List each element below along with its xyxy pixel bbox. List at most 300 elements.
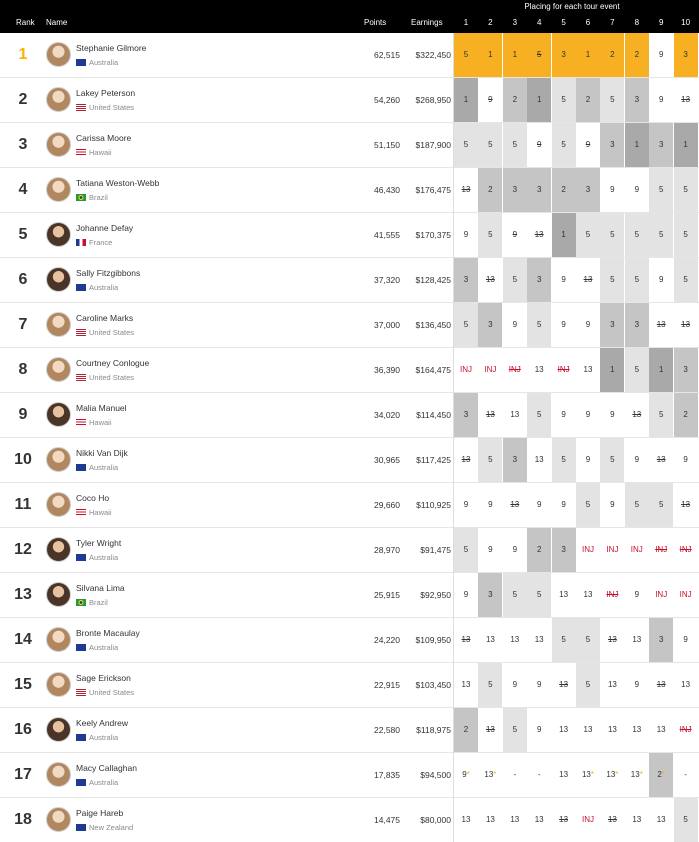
result-value: 5	[512, 590, 518, 599]
table-row[interactable]	[0, 348, 699, 393]
result-cell-event-10	[674, 258, 698, 302]
result-value: 5	[683, 815, 688, 824]
earnings-value: $109,950	[415, 635, 451, 645]
result-value: 9	[536, 725, 542, 734]
result-value: 13	[534, 635, 544, 644]
surfer-name[interactable]: Keely Andrew	[76, 718, 128, 728]
earnings-value: $176,475	[415, 185, 451, 195]
result-value: INJ	[606, 545, 619, 554]
table-row[interactable]	[0, 528, 699, 573]
result-value: 9	[536, 140, 542, 149]
result-cell-event-6	[576, 393, 600, 437]
table-row[interactable]	[0, 303, 699, 348]
result-cell-event-6	[576, 258, 600, 302]
result-cell-event-5	[552, 123, 576, 167]
result-cell-event-7	[600, 528, 624, 572]
avatar	[46, 267, 71, 292]
result-cell-event-6	[576, 348, 600, 392]
earnings-value: $110,925	[416, 500, 451, 510]
result-value: 5	[683, 185, 688, 194]
result-cell-event-8	[625, 168, 649, 212]
result-cell-event-2	[478, 708, 502, 752]
result-cell-event-7	[600, 348, 624, 392]
result-value: 13	[656, 455, 666, 464]
points-value: 22,915	[374, 680, 400, 690]
wildcard-star-icon: *	[615, 770, 619, 779]
result-cell-event-4	[527, 78, 551, 122]
result-cell-event-9	[649, 33, 673, 77]
result-value: 9	[585, 410, 591, 419]
result-value: 3	[610, 140, 615, 149]
result-cell-event-1	[454, 528, 478, 572]
result-cell-event-1	[454, 618, 478, 662]
result-cell-event-8	[625, 753, 649, 797]
country-name: Hawaii	[89, 508, 112, 517]
result-value: 5	[610, 230, 615, 239]
result-cell-event-7	[600, 663, 624, 707]
usa-flag-icon	[76, 104, 86, 111]
result-value: 3	[561, 50, 566, 59]
table-row[interactable]	[0, 168, 699, 213]
result-cell-event-1	[454, 348, 478, 392]
result-cell-event-3	[503, 708, 527, 752]
result-value: 5	[488, 680, 493, 689]
result-value: 13	[581, 770, 591, 779]
result-cell-event-9	[649, 438, 673, 482]
result-cell-event-3	[503, 123, 527, 167]
result-cell-event-1	[454, 438, 478, 482]
rank-number: 14	[14, 631, 32, 648]
result-value: 13	[559, 590, 569, 599]
table-row[interactable]	[0, 33, 699, 78]
hawaii-flag-icon	[76, 149, 86, 156]
result-value: 13	[510, 410, 520, 419]
surfer-name[interactable]: Nikki Van Dijk	[76, 448, 128, 458]
avatar	[46, 537, 71, 562]
result-cell-event-2	[478, 753, 502, 797]
points-value: 36,390	[374, 365, 400, 375]
surfer-name[interactable]: Tyler Wright	[76, 538, 122, 548]
result-cell-event-5	[552, 393, 576, 437]
result-value: 13	[607, 815, 617, 824]
result-value: 13	[656, 680, 666, 689]
earnings-value: $80,000	[420, 815, 451, 825]
surfer-name[interactable]: Carissa Moore	[76, 133, 132, 143]
result-value: 5	[536, 410, 542, 419]
result-cell-event-10	[674, 303, 698, 347]
result-cell-event-1	[454, 258, 478, 302]
result-value: 5	[610, 95, 615, 104]
points-value: 37,000	[374, 320, 400, 330]
country-name: Australia	[89, 553, 119, 562]
rank-number: 7	[18, 316, 28, 333]
result-cell-event-10	[674, 663, 698, 707]
result-cell-event-5	[552, 573, 576, 617]
surfer-name[interactable]: Tatiana Weston-Webb	[76, 178, 160, 188]
table-row[interactable]	[0, 213, 699, 258]
result-cell-event-2	[478, 168, 502, 212]
result-cell-event-8	[625, 573, 649, 617]
result-value: 9	[512, 320, 518, 329]
result-cell-event-8	[625, 213, 649, 257]
hawaii-flag-icon	[76, 509, 86, 516]
rank-number: 11	[14, 496, 32, 513]
points-value: 29,660	[374, 500, 400, 510]
result-cell-event-7	[600, 798, 624, 842]
result-cell-event-2	[478, 348, 502, 392]
result-cell-event-5	[552, 168, 576, 212]
rank-number: 3	[18, 136, 28, 153]
result-value: 5	[512, 140, 518, 149]
surfer-name[interactable]: Caroline Marks	[76, 313, 134, 323]
result-cell-event-6	[576, 168, 600, 212]
result-value: 13	[485, 410, 495, 419]
result-value: 3	[512, 185, 518, 194]
earnings-value: $128,425	[415, 275, 451, 285]
result-value: 9	[610, 410, 615, 419]
result-value: 13	[510, 815, 520, 824]
result-value: 9	[585, 455, 591, 464]
result-value: 13	[681, 95, 691, 104]
result-cell-event-3	[503, 573, 527, 617]
result-value: 5	[585, 500, 591, 509]
result-cell-event-4	[527, 213, 551, 257]
surfer-name[interactable]: Courtney Conlogue	[76, 358, 150, 368]
result-value: 2	[512, 95, 518, 104]
result-cell-event-7	[600, 483, 624, 527]
result-cell-event-5	[552, 663, 576, 707]
table-row[interactable]	[0, 573, 699, 618]
avatar	[46, 222, 71, 247]
result-value: 13	[461, 680, 471, 689]
result-value: 13	[485, 815, 495, 824]
earnings-value: $136,450	[415, 320, 451, 330]
points-value: 22,580	[374, 725, 400, 735]
result-value: 5	[658, 185, 664, 194]
result-cell-event-10	[674, 528, 698, 572]
result-value: 13	[485, 635, 495, 644]
result-cell-event-2	[478, 528, 502, 572]
result-cell-event-7	[600, 168, 624, 212]
result-value: 9	[561, 410, 566, 419]
result-cell-event-3	[503, 303, 527, 347]
result-cell-event-1	[454, 573, 478, 617]
earnings-value: $114,450	[416, 410, 451, 420]
avatar	[46, 402, 71, 427]
result-cell-event-10	[674, 123, 698, 167]
result-value: 13	[559, 770, 569, 779]
result-value: 1	[634, 140, 640, 149]
result-cell-event-10	[674, 483, 698, 527]
table-row[interactable]	[0, 258, 699, 303]
result-value: 3	[463, 275, 469, 284]
surfer-name[interactable]: Coco Ho	[76, 493, 110, 503]
result-value: 2	[488, 185, 493, 194]
result-cell-event-1	[454, 753, 478, 797]
rank-column-header: Rank	[16, 18, 35, 27]
result-cell-event-2	[478, 438, 502, 482]
result-cell-event-1	[454, 168, 478, 212]
result-value: 13	[485, 725, 495, 734]
result-cell-event-1	[454, 123, 478, 167]
result-cell-event-10	[674, 438, 698, 482]
rank-number: 17	[14, 766, 32, 783]
result-value: 5	[610, 275, 615, 284]
result-value: 5	[610, 455, 615, 464]
surfer-name[interactable]: Sage Erickson	[76, 673, 131, 683]
result-value: 5	[512, 275, 518, 284]
result-value: 5	[536, 590, 542, 599]
result-value: INJ	[679, 590, 692, 599]
avatar	[46, 807, 71, 832]
result-cell-event-2	[478, 663, 502, 707]
result-cell-event-6	[576, 483, 600, 527]
result-cell-event-4	[527, 753, 551, 797]
result-value: 13	[607, 635, 617, 644]
rank-number: 8	[18, 361, 28, 378]
country-name: Australia	[89, 283, 119, 292]
result-cell-event-2	[478, 303, 502, 347]
result-value: 13	[484, 770, 494, 779]
result-value: 5	[536, 320, 542, 329]
result-cell-event-8	[625, 78, 649, 122]
result-value: 5	[488, 140, 493, 149]
country-name: Australia	[89, 643, 119, 652]
result-value: 9	[561, 320, 566, 329]
earnings-value: $322,450	[415, 50, 451, 60]
usa-flag-icon	[76, 329, 86, 336]
country-name: Brazil	[89, 193, 108, 202]
avatar	[46, 357, 71, 382]
result-cell-event-8	[625, 393, 649, 437]
result-value: 2	[657, 770, 662, 779]
result-value: 9	[634, 185, 640, 194]
australia-flag-icon	[76, 779, 86, 786]
points-value: 41,555	[374, 230, 400, 240]
result-cell-event-4	[527, 573, 551, 617]
result-cell-event-2	[478, 393, 502, 437]
surfer-name[interactable]: Silvana Lima	[76, 583, 125, 593]
hawaii-flag-icon	[76, 419, 86, 426]
result-cell-event-10	[674, 753, 698, 797]
surfer-name[interactable]: Sally Fitzgibbons	[76, 268, 141, 278]
result-value: 5	[561, 95, 566, 104]
country-name: United States	[89, 688, 135, 697]
result-value: 13	[656, 725, 666, 734]
result-value: 9	[462, 770, 467, 779]
result-value: 5	[585, 230, 591, 239]
result-cell-event-6	[576, 528, 600, 572]
event-9-header: 9	[658, 18, 664, 27]
result-value: -	[513, 770, 517, 779]
result-value: 13	[681, 320, 691, 329]
result-cell-event-5	[552, 528, 576, 572]
table-row[interactable]	[0, 483, 699, 528]
result-value: 13	[461, 635, 471, 644]
result-cell-event-3	[503, 753, 527, 797]
brazil-flag-icon	[76, 194, 86, 201]
result-value: 3	[683, 365, 688, 374]
result-cell-event-10	[674, 348, 698, 392]
result-value: 5	[561, 635, 566, 644]
result-value: 1	[536, 95, 542, 104]
result-value: INJ	[655, 590, 668, 599]
event-10-header: 10	[681, 18, 691, 27]
country-name: France	[89, 238, 113, 247]
rank-number: 5	[18, 226, 28, 243]
result-value: 9	[561, 275, 566, 284]
points-value: 24,220	[374, 635, 400, 645]
result-value: 13	[681, 680, 691, 689]
rank-number: 4	[18, 181, 28, 198]
result-value: 13	[583, 365, 593, 374]
result-cell-event-8	[625, 528, 649, 572]
country-name: New Zealand	[89, 823, 134, 832]
result-value: 5	[463, 50, 469, 59]
surfer-name[interactable]: Stephanie Gilmore	[76, 43, 147, 53]
result-cell-event-6	[576, 438, 600, 482]
surfer-name[interactable]: Malia Manuel	[76, 403, 127, 413]
result-cell-event-8	[625, 348, 649, 392]
surfer-name[interactable]: Bronte Macaulay	[76, 628, 140, 638]
table-row[interactable]	[0, 753, 699, 798]
country-name: Brazil	[89, 598, 108, 607]
earnings-value: $268,950	[415, 95, 451, 105]
result-value: 13	[632, 725, 642, 734]
result-cell-event-4	[527, 708, 551, 752]
event-5-header: 5	[561, 18, 566, 27]
result-cell-event-4	[527, 618, 551, 662]
result-value: 5	[488, 455, 493, 464]
result-value: 3	[536, 185, 542, 194]
earnings-value: $94,500	[420, 770, 451, 780]
result-cell-event-9	[649, 528, 673, 572]
result-value: 13	[681, 500, 691, 509]
rank-number: 15	[14, 676, 32, 693]
result-value: 13	[534, 365, 544, 374]
result-cell-event-6	[576, 708, 600, 752]
result-cell-event-6	[576, 303, 600, 347]
rank-number: 12	[14, 541, 32, 558]
result-value: INJ	[484, 365, 497, 374]
australia-flag-icon	[76, 644, 86, 651]
result-cell-event-1	[454, 483, 478, 527]
result-value: 3	[512, 455, 518, 464]
result-value: 13	[583, 590, 593, 599]
result-cell-event-5	[552, 303, 576, 347]
result-cell-event-2	[478, 123, 502, 167]
event-4-header: 4	[536, 18, 542, 27]
avatar	[46, 132, 71, 157]
result-value: 13	[632, 635, 642, 644]
result-value: INJ	[557, 365, 570, 374]
result-cell-event-10	[674, 708, 698, 752]
surfer-name[interactable]: Lakey Peterson	[76, 88, 136, 98]
result-value: 13	[632, 815, 642, 824]
result-value: 9	[610, 500, 615, 509]
result-value: 13	[607, 680, 617, 689]
country-name: Australia	[89, 463, 119, 472]
result-cell-event-8	[625, 438, 649, 482]
rank-number: 16	[14, 721, 32, 738]
result-cell-event-10	[674, 213, 698, 257]
result-cell-event-3	[503, 663, 527, 707]
table-row[interactable]	[0, 438, 699, 483]
result-cell-event-4	[527, 438, 551, 482]
placing-group-header: Placing for each tour event	[524, 2, 620, 11]
result-value: 9	[512, 545, 518, 554]
wildcard-star-icon: *	[590, 770, 595, 779]
result-value: 5	[463, 320, 469, 329]
result-cell-event-9	[649, 348, 673, 392]
result-cell-event-7	[600, 393, 624, 437]
points-value: 51,150	[374, 140, 400, 150]
country-name: Hawaii	[89, 148, 112, 157]
avatar	[46, 42, 71, 67]
result-cell-event-5	[552, 213, 576, 257]
result-value: 2	[585, 95, 591, 104]
avatar	[46, 447, 71, 472]
wildcard-star-icon: *	[661, 770, 665, 779]
rank-number: 1	[18, 46, 28, 63]
table-row[interactable]	[0, 798, 699, 842]
australia-flag-icon	[76, 554, 86, 561]
result-value: 5	[512, 725, 518, 734]
result-value: 2	[634, 50, 640, 59]
country-name: Australia	[89, 778, 119, 787]
result-value: 13	[606, 770, 616, 779]
result-value: INJ	[606, 590, 619, 599]
result-cell-event-2	[478, 573, 502, 617]
result-value: 9	[585, 140, 591, 149]
avatar	[46, 627, 71, 652]
result-value: 13	[559, 725, 569, 734]
result-value: 9	[683, 635, 688, 644]
points-value: 62,515	[374, 50, 400, 60]
table-row[interactable]	[0, 663, 699, 708]
result-value: 13	[559, 680, 569, 689]
surfer-name[interactable]: Macy Callaghan	[76, 763, 137, 773]
table-row[interactable]	[0, 708, 699, 753]
result-value: 9	[634, 590, 640, 599]
result-cell-event-10	[674, 573, 698, 617]
australia-flag-icon	[76, 59, 86, 66]
result-cell-event-6	[576, 663, 600, 707]
result-value: 9	[610, 185, 615, 194]
result-value: 1	[683, 140, 688, 149]
result-value: 5	[488, 230, 493, 239]
table-row[interactable]	[0, 123, 699, 168]
result-value: 9	[683, 455, 688, 464]
country-name: Australia	[89, 58, 119, 67]
result-cell-event-9	[649, 483, 673, 527]
result-cell-event-9	[649, 393, 673, 437]
result-value: INJ	[582, 815, 594, 824]
surfer-name[interactable]: Paige Hareb	[76, 808, 124, 818]
result-cell-event-1	[454, 213, 478, 257]
table-row[interactable]	[0, 618, 699, 663]
surfer-name[interactable]: Johanne Defay	[76, 223, 134, 233]
table-row[interactable]	[0, 78, 699, 123]
result-value: 3	[463, 410, 469, 419]
earnings-value: $91,475	[420, 545, 451, 555]
result-cell-event-7	[600, 573, 624, 617]
table-row[interactable]	[0, 393, 699, 438]
result-cell-event-10	[674, 33, 698, 77]
result-value: 2	[463, 725, 469, 734]
result-value: 9	[488, 545, 493, 554]
result-value: INJ	[630, 545, 643, 554]
